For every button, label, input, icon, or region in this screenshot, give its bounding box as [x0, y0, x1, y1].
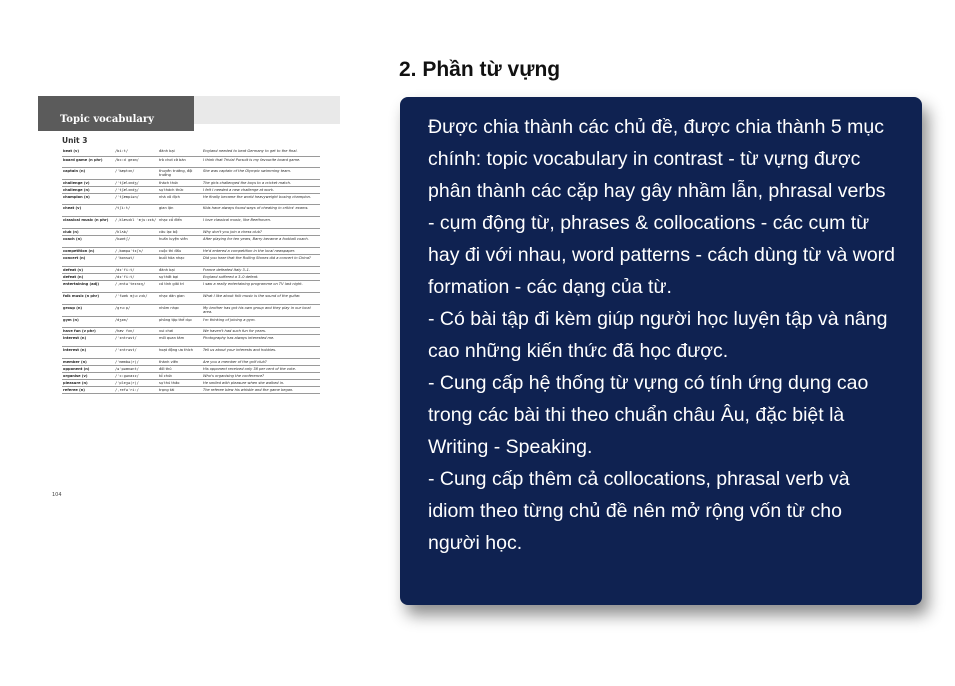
- vocab-example: I'm thinking of joining a gym.: [203, 317, 256, 322]
- vocab-ipa: /bɔːd ɡeɪm/: [115, 157, 139, 162]
- table-row: [62, 387, 320, 394]
- vocab-ipa: /əˈpəʊnənt/: [115, 366, 139, 371]
- vocab-example: Why don't you join a chess club?: [203, 229, 262, 234]
- table-row: [62, 293, 320, 305]
- vocab-meaning: đánh bại: [159, 267, 175, 272]
- vocab-ipa: /dɪˈfiːt/: [115, 267, 135, 272]
- vocab-meaning: nhà vô địch: [159, 194, 180, 199]
- vocab-example: He'd entered a competition in the local newspaper.: [203, 248, 296, 253]
- vocab-example: England needed to beat Germany to get to the final.: [203, 148, 298, 153]
- vocab-meaning: đánh bại: [159, 148, 175, 153]
- book-page-title: Topic vocabulary: [60, 114, 154, 125]
- vocab-example: What I like about folk music is the sound of the guitar.: [203, 293, 301, 298]
- vocab-word: pleasure (n): [63, 380, 88, 385]
- table-row: [62, 380, 320, 387]
- vocab-meaning: trò chơi cờ bàn: [159, 157, 186, 162]
- table-row: [62, 217, 320, 229]
- vocab-ipa: /ɡruːp/: [115, 305, 131, 310]
- vocab-meaning: nhạc cổ điển: [159, 217, 182, 222]
- description-paragraph: - Có bài tập đi kèm giúp người học luyện tập và nâng cao những kiến thức đã học được.: [428, 308, 888, 362]
- vocab-ipa: /ˈpleʒə(r)/: [115, 380, 139, 385]
- vocab-ipa: /ˈkæptɪn/: [115, 168, 135, 173]
- vocab-meaning: cuộc thi đấu: [159, 248, 182, 253]
- table-row: [62, 366, 320, 373]
- vocab-word: challenge (v): [63, 180, 90, 185]
- vocab-word: organise (v): [63, 373, 88, 378]
- vocab-meaning: có tính giải trí: [159, 281, 184, 286]
- table-row: [62, 281, 320, 293]
- description-paragraph: Được chia thành các chủ đề, được chia thành 5 mục chính: topic vocabulary in contrast - từ vựng được phân thành các cặp hay gây nhầm lẫn, phrasal verbs - cụm động từ, phrases & collocations - các cụm từ hay đi với nhau, word patterns - cách dùng từ và word formation - các dạng của từ.: [428, 116, 896, 298]
- vocab-meaning: buổi hòa nhạc: [159, 255, 185, 260]
- vocab-example: The referee blew his whistle and the game began.: [203, 387, 294, 392]
- vocab-word: folk music (n phr): [63, 293, 99, 298]
- vocab-ipa: /klʌb/: [115, 229, 128, 234]
- table-row: [62, 168, 320, 180]
- vocab-example: I think that Trivial Pursuit is my favourite board game.: [203, 157, 301, 162]
- vocab-example: Who's organising the conference?: [203, 373, 265, 378]
- vocab-ipa: /hæv fʌn/: [115, 328, 135, 333]
- vocab-word: referee (n): [63, 387, 85, 392]
- description-paragraph: - Cung cấp thêm cả collocations, phrasal verb và idiom theo từng chủ đề nên mở rộng vốn từ cho người học.: [428, 468, 850, 554]
- vocab-ipa: /ˈɪntrəst/: [115, 347, 137, 352]
- vocab-meaning: thành viên: [159, 359, 179, 364]
- vocab-example: He finally became the world heavyweight boxing champion.: [203, 194, 312, 199]
- vocab-word: interest (n): [63, 335, 87, 340]
- vocab-ipa: /tʃiːt/: [115, 205, 131, 210]
- vocab-ipa: /ˌentəˈteɪnɪŋ/: [115, 281, 146, 286]
- vocab-example: Are you a member of the golf club?: [203, 359, 267, 364]
- page-number: 104: [52, 492, 62, 498]
- vocab-word: group (n): [63, 305, 83, 310]
- table-row: [62, 236, 320, 248]
- table-row: [62, 180, 320, 187]
- table-row: [62, 347, 320, 359]
- vocab-meaning: thuyền trưởng, đội trưởng: [159, 168, 193, 177]
- description-paragraph: - Cung cấp hệ thống từ vựng có tính ứng dụng cao trong các bài thi theo chuẩn châu Âu, đặc biệt là Writing - Speaking.: [428, 372, 869, 458]
- vocab-example: I saw a really entertaining programme on TV last night.: [203, 281, 303, 286]
- vocab-ipa: /ˈfəʊk mjuːzɪk/: [115, 293, 148, 298]
- table-row: [62, 255, 320, 267]
- vocab-word: captain (n): [63, 168, 86, 173]
- table-row: [62, 359, 320, 366]
- vocab-example: Did you hear that the Rolling Stones did a concert in China?: [203, 255, 311, 260]
- table-row: [62, 194, 320, 205]
- table-row: [62, 248, 320, 255]
- vocab-meaning: nhóm nhạc: [159, 305, 180, 310]
- vocab-meaning: hoạt động ưa thích: [159, 347, 193, 352]
- vocab-word: beat (v): [63, 148, 80, 153]
- description-text: [428, 111, 896, 559]
- table-row: [62, 187, 320, 194]
- vocab-example: Tell us about your interests and hobbies.: [203, 347, 277, 352]
- vocab-ipa: /ˌkɒmpəˈtɪʃn/: [115, 248, 144, 253]
- vocab-meaning: phòng tập thể dục: [159, 317, 193, 322]
- vocab-meaning: gian lận: [159, 205, 174, 210]
- vocab-ipa: /ˌrefəˈriː/: [115, 387, 139, 392]
- vocab-meaning: tổ chức: [159, 373, 173, 378]
- vocab-meaning: sự thách thức: [159, 187, 184, 192]
- vocab-meaning: nhạc dân gian: [159, 293, 185, 298]
- vocab-word: champion (n): [63, 194, 90, 199]
- book-page-header: [38, 96, 340, 131]
- vocab-example: He smiled with pleasure when she walked in.: [203, 380, 285, 385]
- table-row: [62, 328, 320, 335]
- vocab-example: We haven't had such fun for years.: [203, 328, 267, 333]
- vocab-word: board game (n phr): [63, 157, 103, 162]
- vocab-word: interest (n): [63, 347, 87, 352]
- table-row: [62, 335, 320, 347]
- vocab-ipa: /ˈtʃælɪndʒ/: [115, 187, 139, 192]
- vocab-word: competition (n): [63, 248, 95, 253]
- unit-label: Unit 3: [62, 136, 88, 145]
- book-page-image: [38, 96, 340, 506]
- vocab-ipa: /ˈtʃælɪndʒ/: [115, 180, 139, 185]
- vocab-word: challenge (n): [63, 187, 90, 192]
- vocab-example: Photography has always interested me.: [203, 335, 275, 340]
- vocab-word: club (n): [63, 229, 79, 234]
- vocab-word: classical music (n phr): [63, 217, 109, 222]
- table-row: [62, 373, 320, 380]
- vocab-meaning: sự thất bại: [159, 274, 179, 279]
- vocab-example: The girls challenged the boys to a cricket match.: [203, 180, 291, 185]
- vocab-example: After playing for ten years, Barry became a football coach.: [203, 236, 309, 241]
- table-row: [62, 229, 320, 236]
- table-row: [62, 274, 320, 281]
- vocab-ipa: /ˈtʃæmpiən/: [115, 194, 139, 199]
- vocab-meaning: mối quan tâm: [159, 335, 185, 340]
- vocab-word: concert (n): [63, 255, 86, 260]
- table-row: [62, 317, 320, 328]
- vocab-word: entertaining (adj): [63, 281, 99, 286]
- vocab-meaning: sự thú thảo: [159, 380, 180, 385]
- table-row: [62, 157, 320, 168]
- vocab-word: defeat (n): [63, 274, 84, 279]
- vocab-ipa: /ˈmembə(r)/: [115, 359, 139, 364]
- table-row: [62, 305, 320, 317]
- vocab-word: defeat (v): [63, 267, 84, 272]
- vocab-meaning: trọng tài: [159, 387, 175, 392]
- vocab-word: opponent (n): [63, 366, 90, 371]
- vocab-ipa: /dɪˈfiːt/: [115, 274, 135, 279]
- vocab-example: She was captain of the Olympic swimming team.: [203, 168, 292, 173]
- vocab-word: member (n): [63, 359, 87, 364]
- vocab-ipa: /kəʊtʃ/: [115, 236, 131, 241]
- vocab-example: His opponent received only 38 per cent of the vote.: [203, 366, 296, 371]
- vocab-meaning: vui chơi: [159, 328, 173, 333]
- vocab-example: I love classical music, like Beethoven.: [203, 217, 271, 222]
- vocab-ipa: /biːt/: [115, 148, 128, 153]
- vocab-example: Kids have always found ways of cheating in critics' exams.: [203, 205, 309, 210]
- vocab-meaning: thách thức: [159, 180, 179, 185]
- vocab-ipa: /ˈɪntrəst/: [115, 335, 137, 340]
- table-row: [62, 148, 320, 157]
- vocab-word: cheat (v): [63, 205, 82, 210]
- vocabulary-table: [62, 148, 320, 394]
- vocab-word: have fun (v phr): [63, 328, 96, 333]
- vocab-example: England suffered a 3–0 defeat.: [203, 274, 259, 279]
- header-tail: [194, 96, 340, 124]
- vocab-word: coach (n): [63, 236, 82, 241]
- vocab-meaning: câu lạc bộ: [159, 229, 178, 234]
- vocab-word: gym (n): [63, 317, 79, 322]
- vocab-ipa: /ˌklæsɪkl ˈmjuːzɪk/: [115, 217, 157, 222]
- vocab-example: France defeated Italy 3–1.: [203, 267, 251, 272]
- vocab-example: My brother has got his own group and they play in our local area.: [203, 305, 311, 314]
- table-row: [62, 267, 320, 274]
- vocab-ipa: /dʒɪm/: [115, 317, 128, 322]
- description-panel: [400, 97, 922, 605]
- vocab-meaning: huấn luyện viên: [159, 236, 188, 241]
- section-title: 2. Phần từ vựng: [399, 58, 561, 81]
- table-row: [62, 205, 320, 217]
- vocab-example: I felt I needed a new challenge at work.: [203, 187, 275, 192]
- vocab-ipa: /ˈɔːɡənaɪz/: [115, 373, 139, 378]
- vocab-ipa: /ˈkɒnsət/: [115, 255, 135, 260]
- vocab-meaning: đối thủ: [159, 366, 172, 371]
